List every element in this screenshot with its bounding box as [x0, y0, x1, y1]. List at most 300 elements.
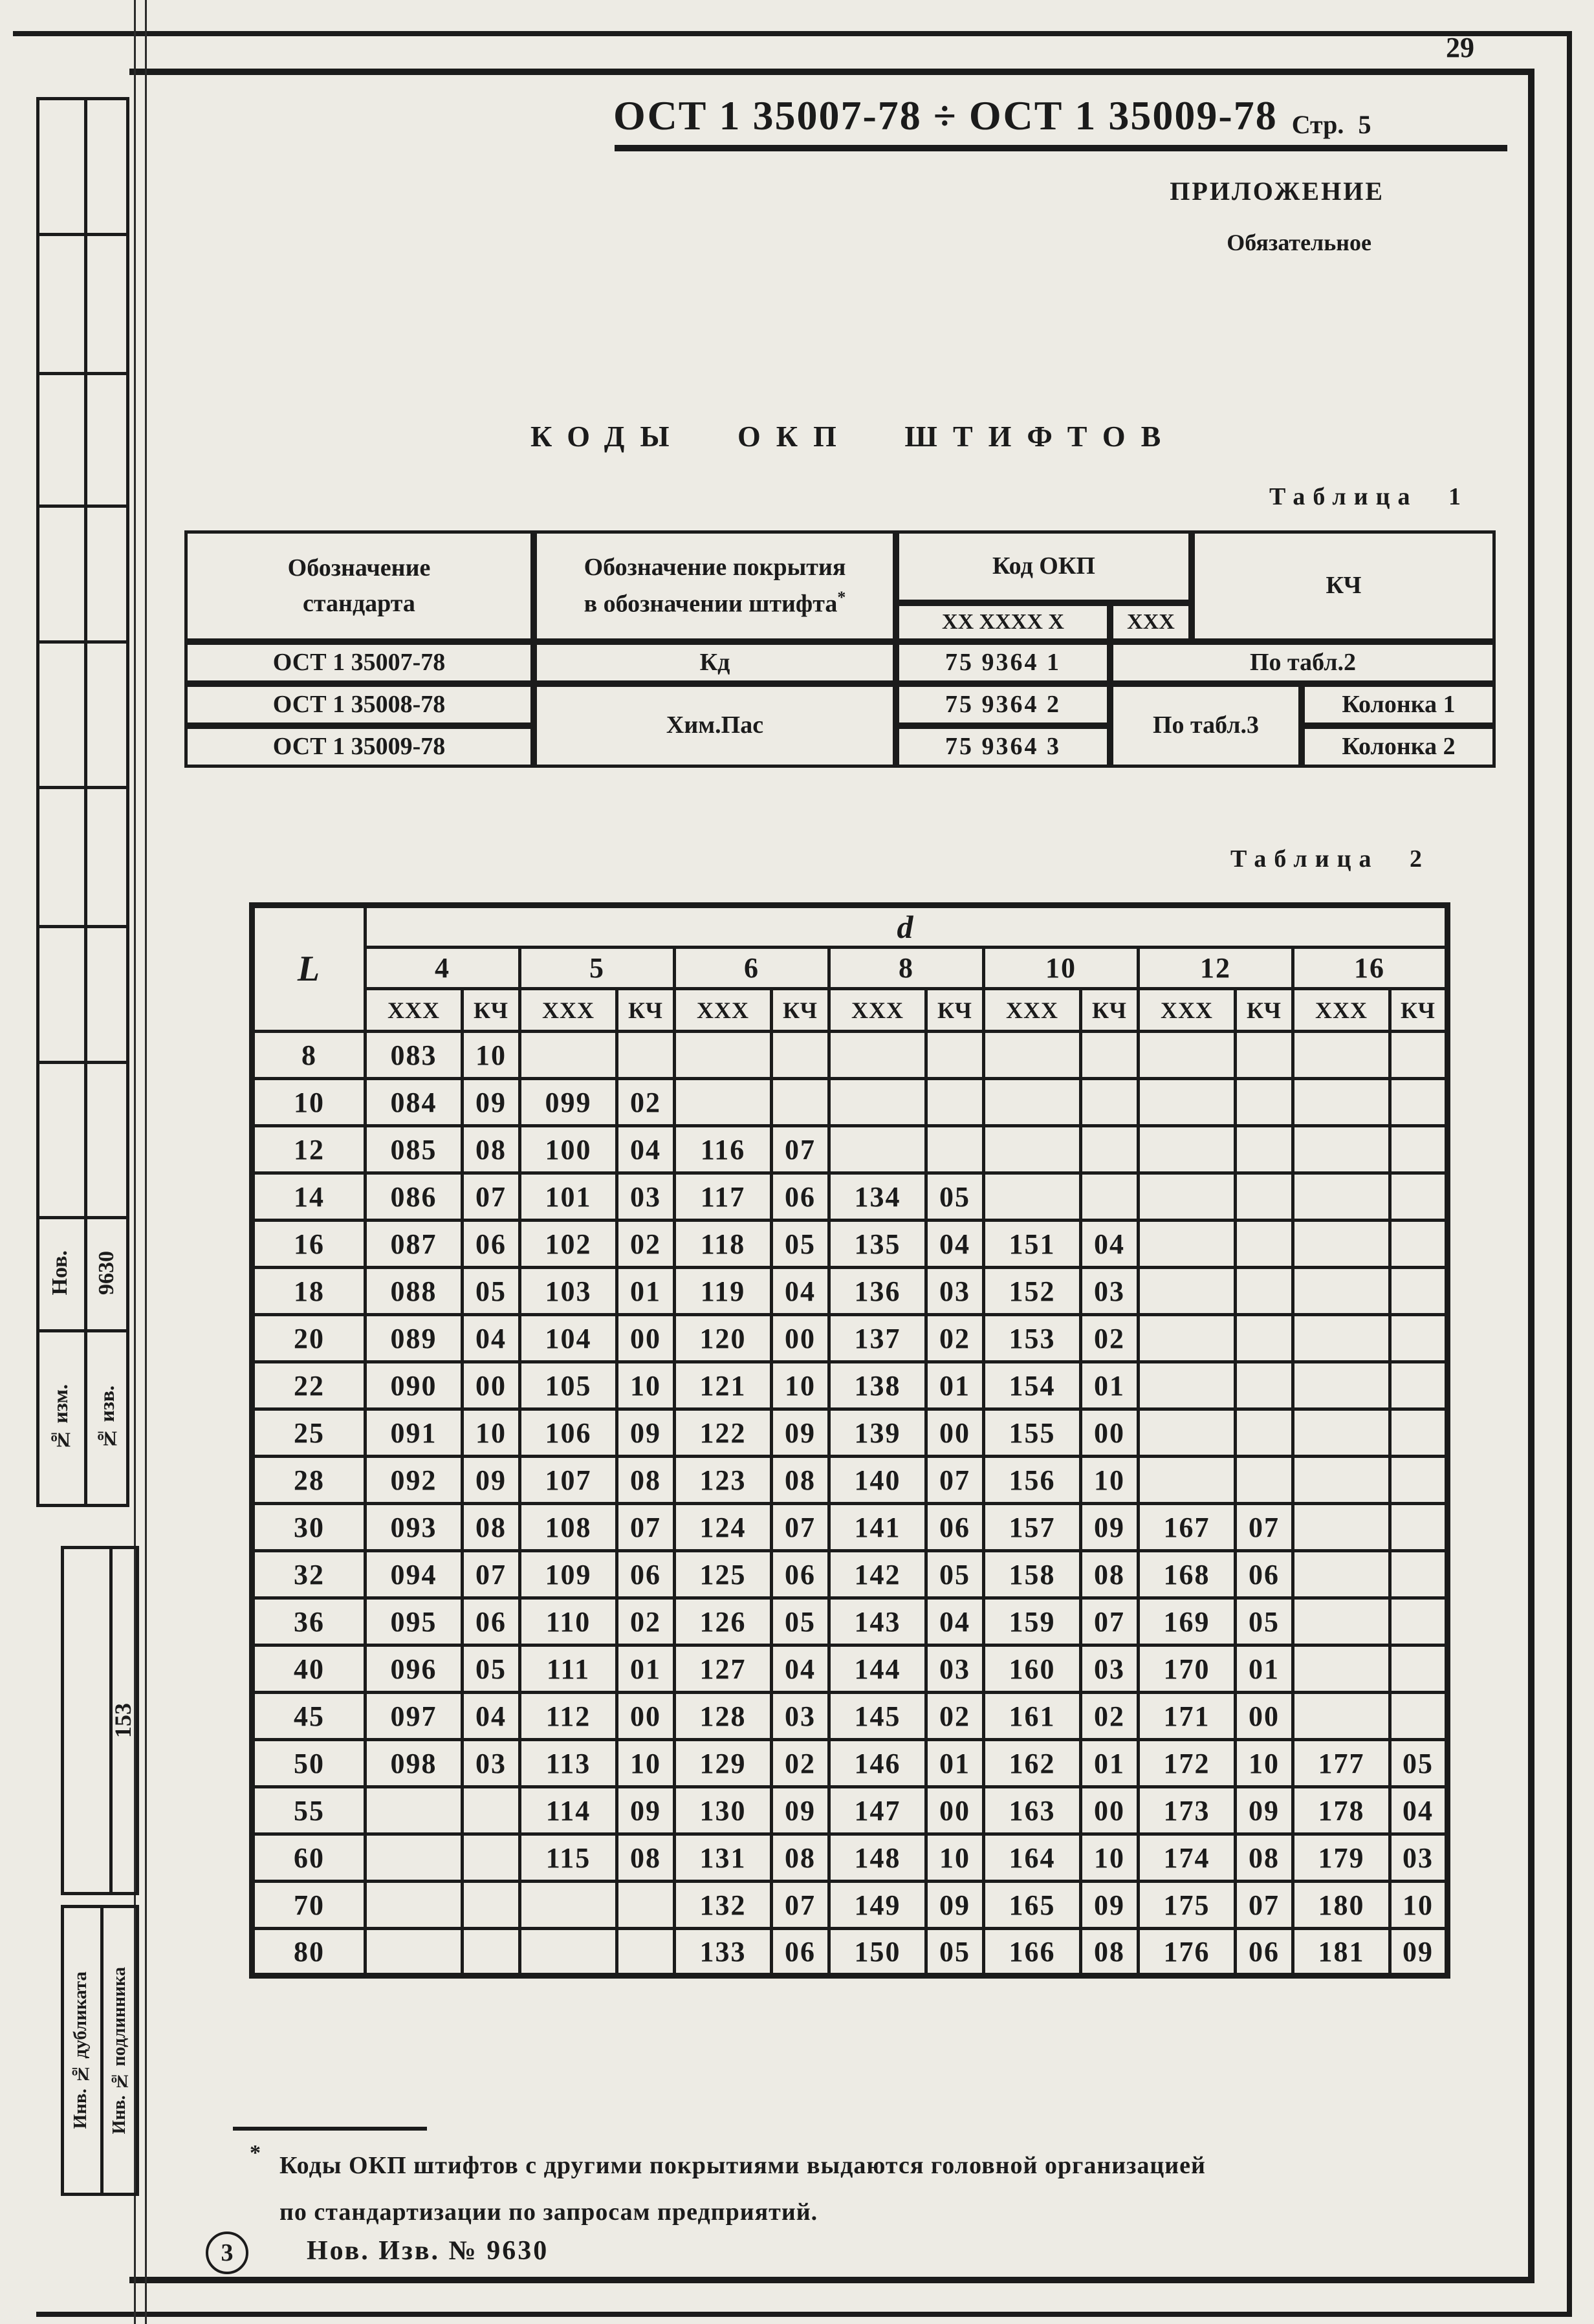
t2-l: 20	[252, 1315, 366, 1362]
t2-cell: 10	[772, 1362, 829, 1409]
t2-cell: 00	[463, 1362, 520, 1409]
table2	[249, 902, 1450, 1979]
t2-cell: 158	[984, 1551, 1081, 1598]
t2-row	[252, 1929, 1448, 1976]
t2-cell: 118	[675, 1221, 772, 1268]
t2-size: 4	[366, 948, 520, 989]
t2-sub-kch: КЧ	[1390, 989, 1448, 1032]
t2-cell: 167	[1139, 1504, 1236, 1551]
t2-cell: 179	[1293, 1834, 1390, 1882]
t2-cell	[617, 1882, 675, 1929]
t2-row	[252, 1504, 1448, 1551]
t2-cell: 152	[984, 1268, 1081, 1315]
t2-cell: 01	[926, 1362, 984, 1409]
t2-sub-xxx: ХХХ	[1293, 989, 1390, 1032]
t1-r23-coating: Хим.Пас	[534, 684, 896, 768]
t2-cell	[675, 1079, 772, 1126]
t2-cell: 161	[984, 1693, 1081, 1740]
t2-cell: 095	[366, 1598, 463, 1645]
t2-cell: 172	[1139, 1740, 1236, 1787]
t2-cell: 177	[1293, 1740, 1390, 1787]
stamp-doc-num	[106, 1546, 139, 1895]
t2-l: 25	[252, 1409, 366, 1457]
t2-cell: 165	[984, 1882, 1081, 1929]
frame-outer-right	[1567, 31, 1572, 2317]
t2-cell	[1293, 1598, 1390, 1645]
table1-label: Таблица 1	[1269, 483, 1468, 510]
t2-cell: 141	[829, 1504, 926, 1551]
t2-cell: 05	[463, 1645, 520, 1693]
t2-sub-kch: КЧ	[617, 989, 675, 1032]
doc-header	[613, 92, 1514, 140]
t1-r1-standard: ОСТ 1 35007-78	[184, 642, 534, 684]
t2-row	[252, 1787, 1448, 1834]
stamp-inv-orig	[100, 1905, 139, 2196]
t1-head-standard-l2: стандарта	[303, 590, 415, 617]
t2-cell	[829, 1079, 926, 1126]
stamp-doc-num-text: 153	[109, 1703, 136, 1738]
t2-cell: 144	[829, 1645, 926, 1693]
t2-row	[252, 1834, 1448, 1882]
t2-cell: 09	[1081, 1882, 1139, 1929]
t2-cell: 142	[829, 1551, 926, 1598]
t2-l: 80	[252, 1929, 366, 1976]
t2-cell: 084	[366, 1079, 463, 1126]
t2-cell: 115	[520, 1834, 617, 1882]
t2-cell	[1139, 1268, 1236, 1315]
t1-head-okp-sub2: ХХХ	[1110, 603, 1192, 642]
t2-row	[252, 1362, 1448, 1409]
t1-head-standard-l1: Обозначение	[287, 554, 431, 581]
t2-cell	[926, 1079, 984, 1126]
t2-cell	[1390, 1079, 1448, 1126]
t2-cell	[1293, 1457, 1390, 1504]
t2-cell: 096	[366, 1645, 463, 1693]
t2-cell: 08	[1236, 1834, 1293, 1882]
t2-cell: 09	[463, 1457, 520, 1504]
t2-cell: 10	[617, 1740, 675, 1787]
t2-cell	[1390, 1268, 1448, 1315]
t2-cell: 091	[366, 1409, 463, 1457]
t2-cell: 122	[675, 1409, 772, 1457]
t2-row	[252, 1645, 1448, 1693]
t2-cell	[1390, 1645, 1448, 1693]
t2-cell: 06	[772, 1551, 829, 1598]
t2-cell: 05	[926, 1929, 984, 1976]
t2-cell: 09	[463, 1079, 520, 1126]
t2-cell: 03	[926, 1268, 984, 1315]
t1-r1-code: 75 9364 1	[896, 642, 1110, 684]
t2-cell: 08	[463, 1126, 520, 1173]
t2-row	[252, 1221, 1448, 1268]
t2-cell: 10	[926, 1834, 984, 1882]
t2-cell: 06	[617, 1551, 675, 1598]
t2-cell: 06	[926, 1504, 984, 1551]
t2-cell: 08	[772, 1834, 829, 1882]
stamp-izv-label	[84, 1329, 129, 1507]
doc-header-page-value: 5	[1358, 110, 1371, 139]
t2-cell	[366, 1882, 463, 1929]
t2-cell	[520, 1032, 617, 1079]
t2-cell: 01	[1236, 1645, 1293, 1693]
t2-cell	[1139, 1362, 1236, 1409]
t2-cell	[829, 1126, 926, 1173]
t2-cell	[984, 1173, 1081, 1221]
t2-cell: 06	[1236, 1551, 1293, 1598]
t2-cell: 01	[617, 1645, 675, 1693]
t2-cell: 05	[926, 1551, 984, 1598]
t2-cell	[1390, 1409, 1448, 1457]
t2-cell: 129	[675, 1740, 772, 1787]
t2-l: 40	[252, 1645, 366, 1693]
t2-cell: 10	[617, 1362, 675, 1409]
t2-cell: 133	[675, 1929, 772, 1976]
t2-cell: 03	[1081, 1268, 1139, 1315]
t2-cell	[1139, 1032, 1236, 1079]
t2-cell: 07	[1236, 1504, 1293, 1551]
t2-cell	[1390, 1173, 1448, 1221]
t2-l: 16	[252, 1221, 366, 1268]
t2-cell	[1390, 1032, 1448, 1079]
t2-cell: 181	[1293, 1929, 1390, 1976]
t2-cell: 157	[984, 1504, 1081, 1551]
t1-r1-coating: Кд	[534, 642, 896, 684]
t2-cell	[1236, 1221, 1293, 1268]
t2-l: 70	[252, 1882, 366, 1929]
t2-cell: 03	[772, 1693, 829, 1740]
stamp-rev-label	[36, 1216, 84, 1329]
t2-cell: 107	[520, 1457, 617, 1504]
t2-cell	[520, 1882, 617, 1929]
t2-cell: 130	[675, 1787, 772, 1834]
t2-cell	[772, 1079, 829, 1126]
t2-l: 8	[252, 1032, 366, 1079]
t2-cell: 02	[772, 1740, 829, 1787]
t2-size: 10	[984, 948, 1139, 989]
t2-cell: 088	[366, 1268, 463, 1315]
t2-cell	[1293, 1268, 1390, 1315]
frame-outer-bottom	[36, 2312, 1572, 2317]
t2-cell: 121	[675, 1362, 772, 1409]
t2-cell	[1236, 1173, 1293, 1221]
t2-cell: 05	[926, 1173, 984, 1221]
t2-row	[252, 1693, 1448, 1740]
t2-cell	[1293, 1504, 1390, 1551]
t2-l: 10	[252, 1079, 366, 1126]
t2-cell: 06	[772, 1929, 829, 1976]
t2-cell: 01	[1081, 1362, 1139, 1409]
footnote-line1: Коды ОКП штифтов с другими покрытиями выдаются головной организацией	[279, 2152, 1206, 2179]
t2-cell: 09	[926, 1882, 984, 1929]
t2-cell: 100	[520, 1126, 617, 1173]
t2-cell: 154	[984, 1362, 1081, 1409]
t2-cell: 05	[772, 1598, 829, 1645]
t2-cell: 170	[1139, 1645, 1236, 1693]
t2-cell: 02	[1081, 1315, 1139, 1362]
t2-cell: 04	[463, 1693, 520, 1740]
t1-r2-standard: ОСТ 1 35008-78	[184, 684, 534, 726]
frame-inner-bottom	[129, 2277, 1534, 2283]
t2-cell	[1236, 1315, 1293, 1362]
t2-cell: 153	[984, 1315, 1081, 1362]
t2-cell: 155	[984, 1409, 1081, 1457]
t2-cell	[617, 1929, 675, 1976]
t2-cell: 146	[829, 1740, 926, 1787]
t1-head-coating	[534, 530, 896, 642]
t2-sub-kch: КЧ	[926, 989, 984, 1032]
t2-cell	[1390, 1504, 1448, 1551]
t2-cell: 174	[1139, 1834, 1236, 1882]
t2-cell: 09	[772, 1409, 829, 1457]
t2-cell: 086	[366, 1173, 463, 1221]
t2-cell: 04	[926, 1598, 984, 1645]
t2-sub-xxx: ХХХ	[984, 989, 1081, 1032]
t2-cell	[1081, 1079, 1139, 1126]
t2-cell: 128	[675, 1693, 772, 1740]
t2-cell	[1139, 1409, 1236, 1457]
t2-cell	[1390, 1221, 1448, 1268]
t2-sub-kch: КЧ	[1081, 989, 1139, 1032]
stamp-izm-label-text: № изм.	[48, 1384, 72, 1452]
t2-cell	[1139, 1173, 1236, 1221]
t2-sub-xxx: ХХХ	[829, 989, 926, 1032]
t1-r1-kch: По табл.2	[1110, 642, 1496, 684]
t2-cell: 04	[617, 1126, 675, 1173]
t2-cell	[1236, 1032, 1293, 1079]
stamp-izm-label	[36, 1329, 84, 1507]
t2-cell	[1139, 1315, 1236, 1362]
t2-cell	[463, 1834, 520, 1882]
t2-cell: 101	[520, 1173, 617, 1221]
t2-cell	[1293, 1362, 1390, 1409]
t2-cell: 120	[675, 1315, 772, 1362]
t2-cell: 150	[829, 1929, 926, 1976]
t2-cell: 134	[829, 1173, 926, 1221]
t2-sub-xxx: ХХХ	[1139, 989, 1236, 1032]
t2-corner-L: L	[252, 906, 366, 1032]
t1-head-kch: КЧ	[1192, 530, 1496, 642]
t2-cell: 097	[366, 1693, 463, 1740]
t2-cell: 00	[1236, 1693, 1293, 1740]
t2-row	[252, 1126, 1448, 1173]
t2-cell	[1293, 1032, 1390, 1079]
t2-cell	[1236, 1268, 1293, 1315]
t2-cell: 099	[520, 1079, 617, 1126]
t2-cell: 03	[463, 1740, 520, 1787]
frame-inner-right	[1528, 69, 1534, 2283]
t2-cell	[984, 1079, 1081, 1126]
t2-cell: 02	[617, 1221, 675, 1268]
t2-row	[252, 1882, 1448, 1929]
t2-l: 45	[252, 1693, 366, 1740]
t2-cell: 145	[829, 1693, 926, 1740]
t2-cell: 127	[675, 1645, 772, 1693]
t2-cell: 092	[366, 1457, 463, 1504]
t2-cell: 139	[829, 1409, 926, 1457]
t2-cell	[1236, 1362, 1293, 1409]
t2-row	[252, 1032, 1448, 1079]
t2-sub-kch: КЧ	[1236, 989, 1293, 1032]
appendix-subheading: Обязательное	[1227, 230, 1371, 255]
t2-cell: 05	[1390, 1740, 1448, 1787]
t2-cell	[1293, 1693, 1390, 1740]
t2-cell	[1293, 1173, 1390, 1221]
t2-cell: 180	[1293, 1882, 1390, 1929]
t2-cell	[1390, 1315, 1448, 1362]
t2-sub-kch: КЧ	[463, 989, 520, 1032]
t2-l: 12	[252, 1126, 366, 1173]
t2-cell: 09	[1081, 1504, 1139, 1551]
t2-l: 30	[252, 1504, 366, 1551]
t2-cell: 140	[829, 1457, 926, 1504]
t2-cell: 135	[829, 1221, 926, 1268]
stamp-rev-label-text: Нов.	[48, 1250, 72, 1296]
doc-header-underline	[615, 145, 1507, 151]
t2-cell: 09	[617, 1787, 675, 1834]
t2-cell: 00	[617, 1693, 675, 1740]
t2-cell	[463, 1929, 520, 1976]
t2-cell: 124	[675, 1504, 772, 1551]
t2-cell	[1236, 1457, 1293, 1504]
t2-cell: 087	[366, 1221, 463, 1268]
t2-row	[252, 1551, 1448, 1598]
t2-cell: 08	[1081, 1551, 1139, 1598]
t2-l: 28	[252, 1457, 366, 1504]
t2-cell: 178	[1293, 1787, 1390, 1834]
t2-cell	[1236, 1079, 1293, 1126]
t2-cell: 07	[1081, 1598, 1139, 1645]
t1-head-coating-l2-text: в обозначении штифта	[584, 590, 838, 618]
t2-cell: 09	[1236, 1787, 1293, 1834]
t2-sub-xxx: ХХХ	[520, 989, 617, 1032]
t2-cell	[1139, 1221, 1236, 1268]
t2-cell: 05	[772, 1221, 829, 1268]
t2-cell: 168	[1139, 1551, 1236, 1598]
t2-cell: 160	[984, 1645, 1081, 1693]
t2-cell	[1081, 1032, 1139, 1079]
t2-cell: 105	[520, 1362, 617, 1409]
t2-cell: 04	[772, 1268, 829, 1315]
t2-cell	[1293, 1126, 1390, 1173]
t2-cell	[675, 1032, 772, 1079]
t2-cell: 131	[675, 1834, 772, 1882]
t2-cell	[1293, 1315, 1390, 1362]
t2-cell: 119	[675, 1268, 772, 1315]
t2-cell: 166	[984, 1929, 1081, 1976]
t2-cell: 103	[520, 1268, 617, 1315]
t2-cell: 116	[675, 1126, 772, 1173]
t2-cell: 162	[984, 1740, 1081, 1787]
t2-cell	[1081, 1173, 1139, 1221]
t2-size: 16	[1293, 948, 1448, 989]
t2-cell: 10	[1081, 1834, 1139, 1882]
t2-size: 8	[829, 948, 984, 989]
t2-cell: 10	[463, 1409, 520, 1457]
t2-sub-xxx: ХХХ	[366, 989, 463, 1032]
t2-size: 6	[675, 948, 829, 989]
t2-cell: 148	[829, 1834, 926, 1882]
footnote-mark: *	[837, 588, 846, 607]
t2-cell: 093	[366, 1504, 463, 1551]
t2-l: 50	[252, 1740, 366, 1787]
t2-cell: 00	[772, 1315, 829, 1362]
footer-issue-text: Нов. Изв. № 9630	[307, 2236, 549, 2266]
t2-sub-xxx: ХХХ	[675, 989, 772, 1032]
doc-header-title: ОСТ 1 35007-78 ÷ ОСТ 1 35009-78	[613, 92, 1278, 138]
t2-row	[252, 1409, 1448, 1457]
t2-cell: 156	[984, 1457, 1081, 1504]
t2-cell: 176	[1139, 1929, 1236, 1976]
t2-l: 32	[252, 1551, 366, 1598]
t1-r3-col: Колонка 2	[1302, 726, 1496, 768]
t2-cell	[463, 1787, 520, 1834]
t2-cell: 10	[1081, 1457, 1139, 1504]
t2-cell: 04	[1081, 1221, 1139, 1268]
t2-cell: 02	[926, 1693, 984, 1740]
t2-cell: 111	[520, 1645, 617, 1693]
t2-cell: 126	[675, 1598, 772, 1645]
t2-cell	[1390, 1551, 1448, 1598]
t2-cell	[1390, 1598, 1448, 1645]
t2-cell: 10	[463, 1032, 520, 1079]
t2-cell: 123	[675, 1457, 772, 1504]
t1-head-coating-l2	[584, 585, 846, 622]
t2-cell: 106	[520, 1409, 617, 1457]
t2-cell: 138	[829, 1362, 926, 1409]
t2-cell	[1293, 1221, 1390, 1268]
table2-label: Таблица 2	[1230, 845, 1430, 873]
t2-cell	[926, 1032, 984, 1079]
t1-r23-kch: По табл.3	[1110, 684, 1302, 768]
t2-cell: 00	[617, 1315, 675, 1362]
t2-cell: 01	[926, 1740, 984, 1787]
t2-l: 14	[252, 1173, 366, 1221]
t2-cell: 06	[772, 1173, 829, 1221]
t2-cell	[1139, 1457, 1236, 1504]
t1-head-standard	[184, 530, 534, 642]
t2-row	[252, 1173, 1448, 1221]
t2-cell: 02	[1081, 1693, 1139, 1740]
footnote-line2: по стандартизации по запросам предприятий.	[279, 2199, 818, 2226]
t2-cell: 173	[1139, 1787, 1236, 1834]
t2-cell: 08	[617, 1834, 675, 1882]
t2-cell: 04	[926, 1221, 984, 1268]
t2-cell: 07	[463, 1551, 520, 1598]
t2-cell: 00	[1081, 1409, 1139, 1457]
t2-cell: 07	[463, 1173, 520, 1221]
t2-cell: 089	[366, 1315, 463, 1362]
t2-row	[252, 1598, 1448, 1645]
t1-head-okp: Код ОКП	[896, 530, 1192, 603]
t2-l: 18	[252, 1268, 366, 1315]
t2-cell: 104	[520, 1315, 617, 1362]
t2-row	[252, 1079, 1448, 1126]
t2-cell: 151	[984, 1221, 1081, 1268]
t2-cell: 159	[984, 1598, 1081, 1645]
t2-cell	[617, 1032, 675, 1079]
t1-r2-code: 75 9364 2	[896, 684, 1110, 726]
t2-cell: 125	[675, 1551, 772, 1598]
t2-cell	[984, 1032, 1081, 1079]
t2-cell	[1236, 1409, 1293, 1457]
t2-cell: 110	[520, 1598, 617, 1645]
t2-cell: 07	[772, 1882, 829, 1929]
stamp-inv-orig-text: Инв. № подлинника	[109, 1966, 129, 2134]
footnote-mark: *	[250, 2141, 261, 2165]
t2-cell: 090	[366, 1362, 463, 1409]
t2-d-label: d	[366, 906, 1448, 948]
t2-cell: 164	[984, 1834, 1081, 1882]
